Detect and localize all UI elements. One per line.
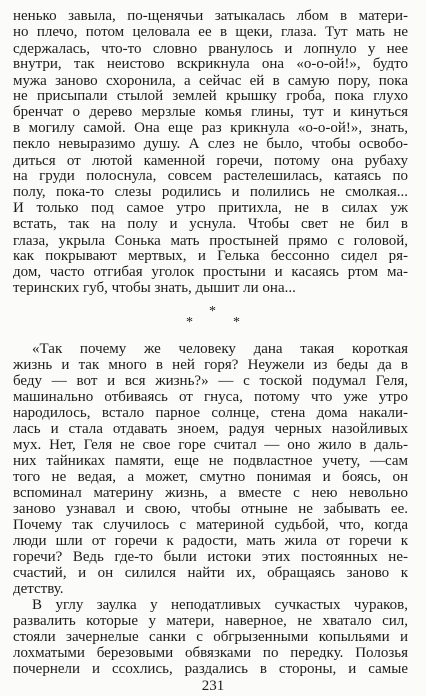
asterisk: * xyxy=(186,315,193,331)
text-line: Почему так случилось с материной судьбой, что, когда xyxy=(13,516,408,533)
asterisk: * xyxy=(209,304,216,320)
text-line: развалить которые у матери, наверное, не хватало сил, xyxy=(13,613,408,630)
text-line: народилось, встало парное солнце, стена дома накали- xyxy=(13,405,408,422)
text-line: лась и стала отдавать зноем, радуя черных назойливых xyxy=(13,421,408,438)
text-line: «Так почему же человеку дана такая короткая xyxy=(32,341,408,358)
text-line: горечи? Ведь где-то были истоки этих постоянных не- xyxy=(13,548,408,565)
text-line: мух. Нет, Геля не свое горе считал — оно жило в даль- xyxy=(13,436,408,453)
text-line: почернели и ссохлись, раздались в стороны, и самые xyxy=(13,660,408,677)
text-line: вспоминал материну жизнь, а вместе с нею невольно xyxy=(13,485,408,502)
text-line: полу, пока-то слезы родились и полились не смолкая... xyxy=(13,183,408,200)
text-line: счастий, и он силился найти их, обращаясь заново к xyxy=(13,565,408,582)
text-line: детству. xyxy=(13,581,64,598)
text-line: глаза, укрыла Сонька мать простыней прямо с головой, xyxy=(13,232,408,249)
text-line: но плечо, потом целовала ее в щеки, глаза. Тут мать не xyxy=(13,23,408,40)
text-line: теринских губ, чтобы знать, дышит ли она... xyxy=(13,280,296,297)
text-line: заново узнавал и свою, чтобы отныне не забывать ее. xyxy=(13,501,408,518)
text-line: лохматыми березовыми обвязками по передку. Полозья xyxy=(13,645,408,662)
text-line: сдержалась, что-то словно рванулось и лопнуло у нее xyxy=(13,40,408,57)
text-line: стояли зачернелые санки с обгрызенными копыльями и xyxy=(13,628,408,645)
text-line: них тайниках памяти, еще не подвластное учету, —сам xyxy=(13,453,408,470)
page-number: 231 xyxy=(201,678,225,695)
text-line: машинально отбиваясь от гнуса, потому что уже утро xyxy=(13,388,408,405)
asterisk: * xyxy=(233,315,240,331)
text-line: пекло невыразимо душу. А слез не было, чтобы освобо- xyxy=(13,136,408,153)
text-line: как покрывают мертвых, и Гелька бессонно сидел ря- xyxy=(13,248,408,265)
text-line: того не ведая, а может, смутно понимая и боясь, он xyxy=(13,468,408,485)
text-line: дом, часто отгибая уголок простыни и касаясь ртом ма- xyxy=(13,263,408,280)
text-line: на груди полоснула, совсем растелешилась, катаясь по xyxy=(13,168,408,185)
text-line: встать, так на полу и уснула. Чтобы свет не бил в xyxy=(13,216,408,233)
text-line: В углу заулка у неподатливых сучкастых чураков, xyxy=(32,596,408,613)
text-line: диться от лютой каменной горечи, потому она рубаху xyxy=(13,152,408,169)
text-line: жизнь и так много в ней горя? Неужели из беды да в xyxy=(13,356,408,373)
text-line: мужа заново схоронила, а сейчас ей в самую пору, пока xyxy=(13,72,408,89)
text-line: беду — вот и вся жизнь?» — с тоской подумал Геля, xyxy=(13,373,408,390)
text-line: не присыпали стылой землей крышку гроба, пока глухо xyxy=(13,88,408,105)
text-line: в могилу самой. Она еще раз крикнула «о-о-ой!», знать, xyxy=(13,120,408,137)
text-line: бренчат о дерево мерзлые комья глины, тут и кинуться xyxy=(13,103,408,120)
text-line: ненько завыла, по-щенячьи затыкалась лбом в матери- xyxy=(13,8,408,25)
text-line: И только под самое утро притихла, не в силах уж xyxy=(13,200,408,217)
text-line: внутри, так неистово вскрикнула она «о-о-ой!», будто xyxy=(13,56,408,73)
text-line: люди шли от горечи к радости, мать жила от горечи к xyxy=(13,533,408,550)
